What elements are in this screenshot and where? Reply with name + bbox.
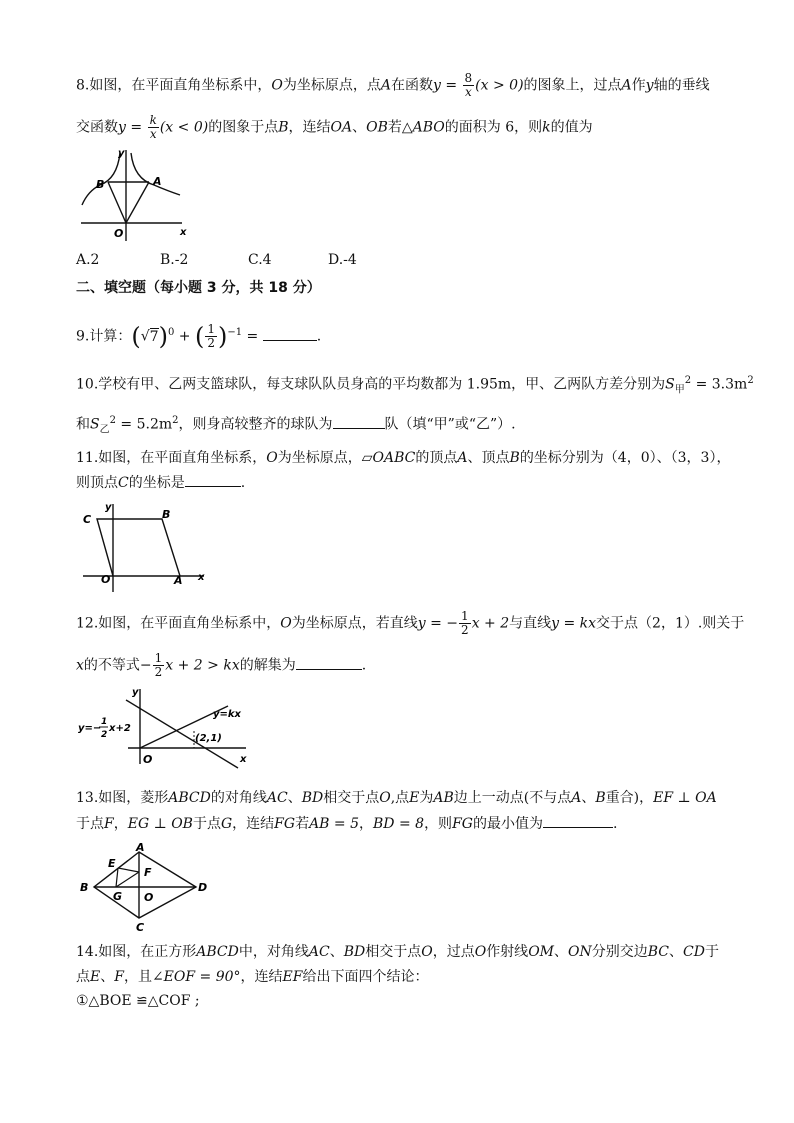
label-line-denominator: 2: [101, 730, 108, 740]
label-d: D: [198, 881, 208, 894]
text: 的对角线: [210, 790, 267, 806]
q12-figure: [78, 686, 253, 776]
label-c: C: [83, 513, 92, 526]
text: 10.学校有甲、乙两支篮球队，每支球队队员身高的平均数都为 1.95m，甲、乙两队方差分别为: [76, 376, 666, 393]
section-heading: 二、填空题（每小题 3 分，共 18 分）: [76, 280, 321, 296]
segment-ef: [118, 868, 139, 872]
label-x: x: [180, 227, 187, 238]
text: 相交于点: [365, 944, 422, 960]
text: 在函数: [390, 77, 433, 94]
exponent: 0: [167, 327, 175, 338]
paren: (: [194, 322, 205, 351]
option-b: B.-2: [160, 252, 189, 268]
numerator: 8: [464, 71, 473, 85]
text: 作射线: [486, 944, 529, 960]
numerator: 1: [154, 651, 163, 665]
text: BD = 8: [373, 816, 425, 832]
q8-line1: [76, 72, 710, 99]
text: ①△BOE ≌△COF ;: [76, 993, 200, 1009]
text: 的坐标是: [128, 475, 185, 491]
text: y: [645, 77, 654, 94]
text: 的值为: [550, 119, 593, 136]
text: 、: [329, 944, 344, 960]
label-intersection: (2,1): [195, 733, 222, 744]
text: 交于点（2，1）.则关于: [596, 615, 745, 632]
label-a: A: [174, 574, 183, 587]
text: 则顶点: [76, 475, 118, 491]
text: OA: [330, 119, 353, 136]
denominator: x: [149, 127, 157, 141]
text: y: [118, 119, 126, 136]
text: 为坐标原点，若直线: [291, 615, 418, 632]
text: 的面积为 6，则: [444, 119, 543, 136]
exponent: 2: [109, 415, 116, 426]
text: ，则身高较整齐的球队为: [178, 416, 333, 433]
text: 作: [631, 77, 646, 94]
text: B: [509, 450, 520, 466]
text: S: [90, 416, 100, 433]
text: 边上一动点(不与点: [453, 790, 572, 806]
answer-blank[interactable]: [296, 669, 362, 670]
label-b: B: [96, 178, 105, 191]
label-o: O: [101, 573, 111, 586]
text: y = kx: [551, 615, 597, 632]
text: 若△: [387, 119, 413, 136]
label-b: B: [162, 508, 171, 521]
text: =: [242, 328, 263, 345]
text: OB: [171, 816, 193, 832]
text: ∠EOF = 90°: [151, 969, 241, 985]
text: 和: [76, 416, 90, 433]
text: O: [379, 790, 391, 806]
q9-line: [76, 320, 321, 350]
text: G: [220, 816, 233, 832]
text: OB: [366, 119, 388, 136]
text: A: [457, 450, 468, 466]
parallelogram-symbol: ▱: [361, 450, 373, 466]
text: 的最小值为: [472, 816, 543, 832]
text: EG: [127, 816, 150, 832]
text: O: [271, 77, 283, 94]
text: 14.如图，在正方形: [76, 944, 197, 960]
numerator: 1: [207, 322, 215, 337]
sqrt-symbol: √: [140, 328, 150, 345]
text: ABCD: [196, 944, 239, 960]
text: 交函数: [76, 119, 118, 136]
denominator: 2: [207, 336, 215, 351]
text: AB: [433, 790, 454, 806]
fraction-k-over-x: [148, 114, 159, 141]
label-b: B: [80, 881, 89, 894]
text: (x > 0): [475, 77, 524, 94]
text: S: [665, 376, 675, 393]
exponent: 2: [172, 415, 179, 426]
subscript: 乙: [99, 424, 110, 436]
text: OABC: [372, 450, 416, 466]
q10-line2: [76, 412, 516, 439]
text: = −: [425, 615, 459, 632]
text: =: [440, 77, 462, 94]
segment-ob: [108, 182, 126, 223]
text: BC: [647, 944, 669, 960]
text: y: [417, 615, 426, 632]
text: 11.如图，在平面直角坐标系，: [76, 450, 267, 466]
label-line-tail: x+2: [109, 723, 131, 734]
text: = 5.2m: [115, 416, 173, 433]
text: 的图象于点: [208, 119, 279, 136]
option-a: A.2: [76, 252, 100, 268]
text: BD: [301, 790, 324, 806]
answer-blank[interactable]: [543, 827, 613, 828]
text: 于点: [192, 816, 221, 832]
label-y: y: [132, 687, 139, 698]
label-f: F: [144, 866, 152, 879]
option-d: D.-4: [328, 252, 357, 268]
q11-figure: [80, 500, 210, 595]
text: C: [118, 475, 129, 491]
q13-figure: [76, 840, 221, 932]
label-c: C: [136, 921, 145, 932]
text: ，: [359, 816, 373, 832]
text: 分别交边: [591, 944, 648, 960]
text: 点: [76, 969, 90, 985]
label-o: O: [144, 891, 154, 904]
text: 9.计算：: [76, 328, 132, 345]
q13-line1: [76, 789, 717, 807]
parallelogram: [97, 519, 180, 576]
text: 的图象上，过点: [523, 77, 622, 94]
text: 、: [287, 790, 302, 806]
text: 、: [100, 969, 115, 985]
text: 的坐标分别为（4，0）、（3，3），: [519, 450, 731, 466]
numerator: k: [149, 113, 157, 127]
text: 相交于点: [323, 790, 380, 806]
q10-line1: [76, 372, 754, 399]
text: ，则: [424, 816, 453, 832]
paren: ): [158, 322, 168, 351]
text: AB = 5: [309, 816, 359, 832]
text: F: [114, 969, 124, 985]
q14-line1: [76, 943, 719, 961]
text: B: [278, 119, 289, 136]
text: 8.如图，在平面直角坐标系中，: [76, 77, 272, 94]
exponent: 2: [684, 375, 692, 386]
text: EF: [653, 790, 674, 806]
text: 于: [704, 944, 719, 960]
text: 于点: [76, 816, 104, 832]
text: ON: [568, 944, 592, 960]
text: AC: [266, 790, 288, 806]
text: FG: [274, 816, 296, 832]
text: FG: [452, 816, 473, 832]
fraction-one-half: [459, 610, 471, 637]
text: CD: [683, 944, 705, 960]
text: ⊥: [673, 790, 696, 806]
q8-figure: [76, 145, 191, 245]
text: = 3.3m: [691, 376, 748, 393]
q11-line2: [76, 474, 245, 492]
text: +: [174, 328, 195, 345]
label-o: O: [143, 753, 153, 766]
text: 若: [295, 816, 310, 832]
text: ，过点: [432, 944, 475, 960]
text: ，连结: [240, 969, 283, 985]
text: (x < 0): [159, 119, 209, 136]
text: 13.如图，菱形: [76, 790, 169, 806]
answer-blank[interactable]: [263, 340, 317, 341]
text: 队（填“甲”或“乙”）.: [384, 416, 516, 433]
exponent: −1: [227, 327, 243, 338]
label-g: G: [113, 890, 123, 903]
text: .: [612, 816, 618, 832]
fraction-one-half: [205, 323, 217, 350]
text: 轴的垂线: [653, 77, 710, 94]
label-x: x: [240, 754, 247, 765]
denominator: x: [464, 85, 472, 99]
label-e: E: [108, 857, 116, 870]
text: .: [240, 475, 246, 491]
text: 、顶点: [467, 450, 510, 466]
text: .: [316, 328, 322, 345]
subscript: 甲: [674, 384, 685, 396]
text: O: [474, 944, 487, 960]
text: ，: [113, 816, 128, 832]
text: O: [280, 615, 292, 632]
text: EF: [282, 969, 303, 985]
text: k: [542, 119, 551, 136]
fraction-8-over-x: [463, 72, 475, 99]
text: A: [621, 77, 632, 94]
text: ，连结: [288, 119, 331, 136]
label-x: x: [198, 572, 205, 583]
paren: (: [131, 322, 141, 351]
text: OA: [695, 790, 717, 806]
text: ，且: [123, 969, 152, 985]
q12-line2: [76, 652, 366, 679]
label-y: y: [118, 148, 125, 159]
text: x + 2 > kx: [165, 657, 240, 674]
answer-blank[interactable]: [333, 428, 385, 429]
text: A: [380, 77, 391, 94]
q12-line1: [76, 610, 744, 637]
denominator: 2: [154, 665, 163, 679]
text: 给出下面四个结论：: [302, 969, 429, 985]
label-o: O: [114, 227, 124, 240]
text: x: [76, 657, 84, 674]
text: ABCD: [168, 790, 211, 806]
text: ABO: [412, 119, 445, 136]
label-y: y: [105, 502, 112, 513]
text: 、: [352, 119, 367, 136]
text: ，连结: [232, 816, 275, 832]
q8-line2: [76, 114, 593, 141]
text: ⊥: [149, 816, 172, 832]
text: O: [421, 944, 433, 960]
label-line-kx: y=kx: [213, 709, 241, 720]
label-line-eq: y=−: [78, 723, 102, 734]
text: A: [571, 790, 582, 806]
text: 的不等式−: [83, 657, 152, 674]
denominator: 2: [461, 623, 469, 637]
text: 12.如图，在平面直角坐标系中，: [76, 615, 281, 632]
text: OM: [528, 944, 554, 960]
text: E: [90, 969, 101, 985]
text: x + 2: [471, 615, 510, 632]
text: E: [409, 790, 420, 806]
text: AC: [308, 944, 330, 960]
fraction-one-half: [153, 652, 165, 679]
curve-positive: [131, 153, 180, 195]
text: O: [266, 450, 278, 466]
text: F: [104, 816, 114, 832]
exponent: 2: [747, 375, 754, 386]
text: B: [595, 790, 606, 806]
text: 、: [554, 944, 568, 960]
q11-line1: [76, 449, 730, 467]
text: =: [125, 119, 147, 136]
text: BD: [343, 944, 366, 960]
option-c: C.4: [248, 252, 272, 268]
answer-blank[interactable]: [185, 486, 241, 487]
text: 重合)，: [605, 790, 654, 806]
text: 与直线: [509, 615, 552, 632]
label-a: A: [136, 841, 145, 854]
text: 、: [669, 944, 683, 960]
sqrt-radicand: 7: [149, 328, 159, 345]
text: 为坐标原点，点: [282, 77, 381, 94]
label-a: A: [153, 175, 162, 188]
q14-line3: [76, 992, 200, 1010]
text: 为坐标原点，: [277, 450, 362, 466]
label-line-numerator: 1: [101, 717, 108, 727]
paren: ): [217, 322, 228, 351]
q14-line2: [76, 968, 428, 986]
text: .: [361, 657, 367, 674]
text: 的顶点: [415, 450, 458, 466]
segment-oa: [126, 182, 149, 223]
q8-options: [76, 251, 357, 269]
segment-fg: [116, 872, 139, 887]
text: y: [432, 77, 441, 94]
text: 的解集为: [239, 657, 296, 674]
text: 中，对角线: [238, 944, 309, 960]
numerator: 1: [461, 609, 469, 623]
text: ,点: [390, 790, 410, 806]
text: 为: [419, 790, 434, 806]
segment-eg: [116, 868, 118, 887]
q13-line2: [76, 815, 617, 833]
text: 、: [581, 790, 596, 806]
